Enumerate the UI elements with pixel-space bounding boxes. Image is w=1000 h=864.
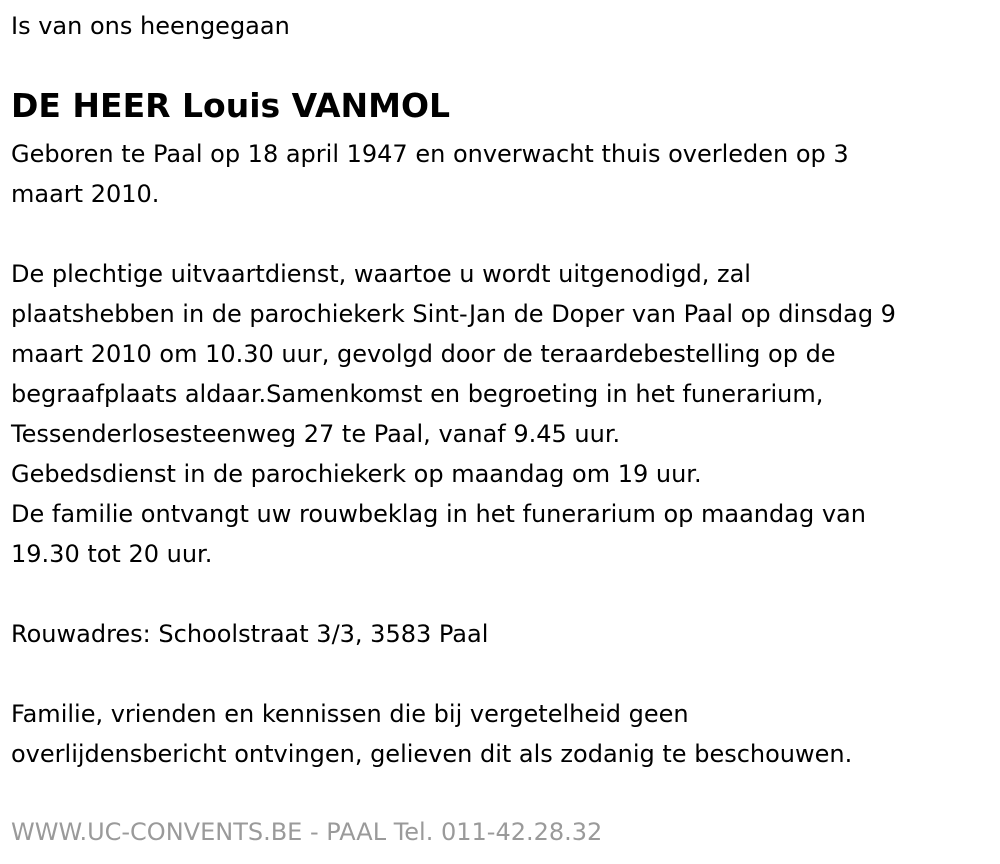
paragraph-line: De plechtige uitvaartdienst, waartoe u wordt uitgenodigd, zal	[11, 260, 751, 288]
paragraph-line: plaatshebben in de parochiekerk Sint-Jan de Doper van Paal op dinsdag 9	[11, 300, 896, 328]
birth-death-paragraph	[11, 134, 991, 214]
paragraph-line: Geboren te Paal op 18 april 1947 en onverwacht thuis overleden op 3	[11, 140, 849, 168]
paragraph-line: Tessenderlosesteenweg 27 te Paal, vanaf 9.45 uur.	[11, 420, 621, 448]
funeral-service-paragraph	[11, 254, 991, 574]
closing-paragraph	[11, 694, 991, 774]
paragraph-line: Gebedsdienst in de parochiekerk op maandag om 19 uur.	[11, 460, 702, 488]
intro-text: Is van ons heengegaan	[11, 12, 290, 40]
deceased-name: DE HEER Louis VANMOL	[11, 86, 451, 125]
paragraph-line: maart 2010 om 10.30 uur, gevolgd door de teraardebestelling op de	[11, 340, 836, 368]
paragraph-line: Familie, vrienden en kennissen die bij vergetelheid geen	[11, 700, 689, 728]
paragraph-line: 19.30 tot 20 uur.	[11, 540, 213, 568]
address-paragraph	[11, 614, 991, 654]
mourning-address: Rouwadres: Schoolstraat 3/3, 3583 Paal	[11, 620, 489, 648]
paragraph-line: overlijdensbericht ontvingen, gelieven dit als zodanig te beschouwen.	[11, 740, 853, 768]
paragraph-line: maart 2010.	[11, 180, 160, 208]
paragraph-line: De familie ontvangt uw rouwbeklag in het funerarium op maandag van	[11, 500, 866, 528]
funeral-home-footer: WWW.UC-CONVENTS.BE - PAAL Tel. 011-42.28.32	[11, 818, 603, 846]
paragraph-line: begraafplaats aldaar.Samenkomst en begroeting in het funerarium,	[11, 380, 824, 408]
